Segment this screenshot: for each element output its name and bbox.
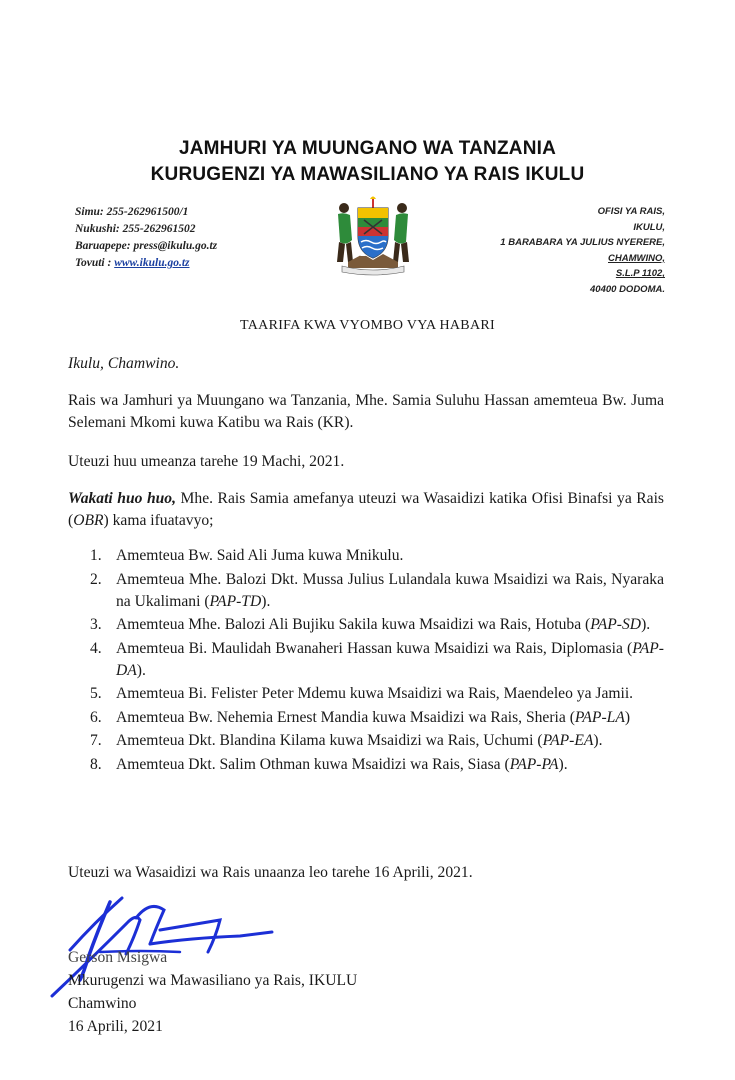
header-line-1: JAMHURI YA MUUNGANO WA TANZANIA — [178, 138, 557, 159]
press-release-heading: TAARIFA KWA VYOMBO VYA HABARI — [240, 318, 495, 333]
list-item — [68, 569, 664, 613]
paragraph-obr-intro — [68, 488, 664, 532]
list-item — [68, 754, 664, 776]
list-item-abbr: PAP-DA — [116, 639, 664, 679]
signoff-block — [68, 946, 357, 1038]
list-item-text: Amemteua Bw. Said Ali Juma kuwa Mnikulu. — [116, 547, 404, 564]
signatory-title: Mkurugenzi wa Mawasiliano ya Rais, IKULU — [68, 972, 358, 989]
email-line: Baruapepe: press@ikulu.go.tz — [75, 240, 218, 252]
address-line-3: 1 BARABARA YA JULIUS NYERERE, — [500, 237, 665, 248]
list-item — [68, 545, 664, 567]
website-line — [75, 255, 217, 272]
fax-line: Nukushi: 255-262961502 — [75, 223, 196, 235]
list-item-close: ) — [624, 708, 631, 726]
list-item-close: ). — [261, 592, 271, 610]
paragraph-assistants-effective: Uteuzi wa Wasaidizi wa Rais unaanza leo tarehe 16 Aprili, 2021. — [68, 864, 473, 881]
list-item-close: ). — [136, 661, 146, 679]
list-item-text: Amemteua Dkt. Salim Othman kuwa Msaidizi wa Rais, Siasa ( — [116, 755, 510, 773]
contact-left-block — [75, 204, 217, 272]
list-item-abbr: PAP-EA — [542, 732, 594, 749]
header-line-2: KURUGENZI YA MAWASILIANO YA RAIS IKULU — [150, 164, 585, 185]
list-item-close: ). — [558, 755, 568, 773]
address-line-1: OFISI YA RAIS, — [597, 206, 665, 217]
paragraph-effective-date: Uteuzi huu umeanza tarehe 19 Machi, 2021. — [68, 453, 345, 470]
list-item — [68, 614, 664, 636]
list-item-text: Amemteua Mhe. Balozi Dkt. Mussa Julius Lulandala kuwa Msaidizi wa Rais, Nyaraka na Ukalimani ( — [116, 570, 664, 610]
list-item — [68, 730, 664, 752]
abbr-obr: OBR — [73, 512, 104, 529]
paragraph-appointment-kr: Rais wa Jamhuri ya Muungano wa Tanzania, Mhe. Samia Suluhu Hassan amemteua Bw. Juma Selemani Mkomi kuwa Katibu wa Rais (KR). — [68, 392, 664, 431]
signoff-date: 16 Aprili, 2021 — [68, 1018, 163, 1035]
list-item-number: 7. — [90, 732, 102, 749]
list-item-number: 6. — [90, 708, 102, 726]
signoff-place: Chamwino — [68, 995, 137, 1012]
list-item-number: 3. — [90, 616, 102, 633]
list-item-abbr: PAP-PA — [509, 755, 559, 773]
list-item — [68, 683, 664, 705]
list-item-number: 1. — [90, 547, 102, 564]
phone-line: Simu: 255-262961500/1 — [75, 206, 189, 218]
paragraph-intro-text: Mhe. Rais Samia amefanya uteuzi wa Wasaidizi katika Ofisi Binafsi ya Rais ( — [68, 490, 665, 529]
paragraph-intro-close: ) kama ifuatavyo; — [103, 512, 214, 529]
paragraph-lead-phrase: Wakati huo huo, — [68, 490, 177, 507]
list-item-abbr: PAP-SD — [590, 616, 642, 633]
list-item-abbr: PAP-LA — [574, 708, 625, 726]
signatory-name: Gerson Msigwa — [68, 949, 168, 966]
list-item-text: Amemteua Bi. Maulidah Bwanaheri Hassan kuwa Msaidizi wa Rais, Diplomasia ( — [116, 639, 633, 657]
website-label: Tovuti : — [75, 257, 115, 269]
tanzania-coat-of-arms-icon — [328, 196, 418, 276]
list-item-text: Amemteua Dkt. Blandina Kilama kuwa Msaidizi wa Rais, Uchumi ( — [116, 732, 543, 749]
list-item-number: 8. — [90, 755, 102, 773]
list-item-number: 5. — [90, 685, 102, 702]
list-item-number: 4. — [90, 639, 102, 657]
dateline: Ikulu, Chamwino. — [68, 355, 180, 372]
list-item-text: Amemteua Bw. Nehemia Ernest Mandia kuwa Msaidizi wa Rais, Sheria ( — [116, 708, 575, 726]
list-item-close: ). — [593, 732, 603, 749]
list-item — [68, 707, 664, 729]
address-line-4: CHAMWINO, — [608, 252, 665, 264]
appointments-list — [68, 545, 664, 777]
address-line-5: S.L.P 1102, — [615, 268, 665, 279]
contact-right-block — [500, 204, 665, 297]
address-line-6: 40400 DODOMA. — [590, 283, 665, 295]
list-item-text: Amemteua Bi. Felister Peter Mdemu kuwa Msaidizi wa Rais, Maendeleo ya Jamii. — [116, 685, 634, 702]
list-item-text: Amemteua Mhe. Balozi Ali Bujiku Sakila kuwa Msaidizi wa Rais, Hotuba ( — [116, 616, 591, 633]
list-item-number: 2. — [90, 570, 102, 588]
list-item-close: ). — [641, 616, 651, 633]
website-link[interactable]: www.ikulu.go.tz — [114, 257, 190, 269]
address-line-2: IKULU, — [633, 221, 665, 233]
list-item-abbr: PAP-TD — [209, 592, 262, 610]
list-item — [68, 638, 664, 682]
